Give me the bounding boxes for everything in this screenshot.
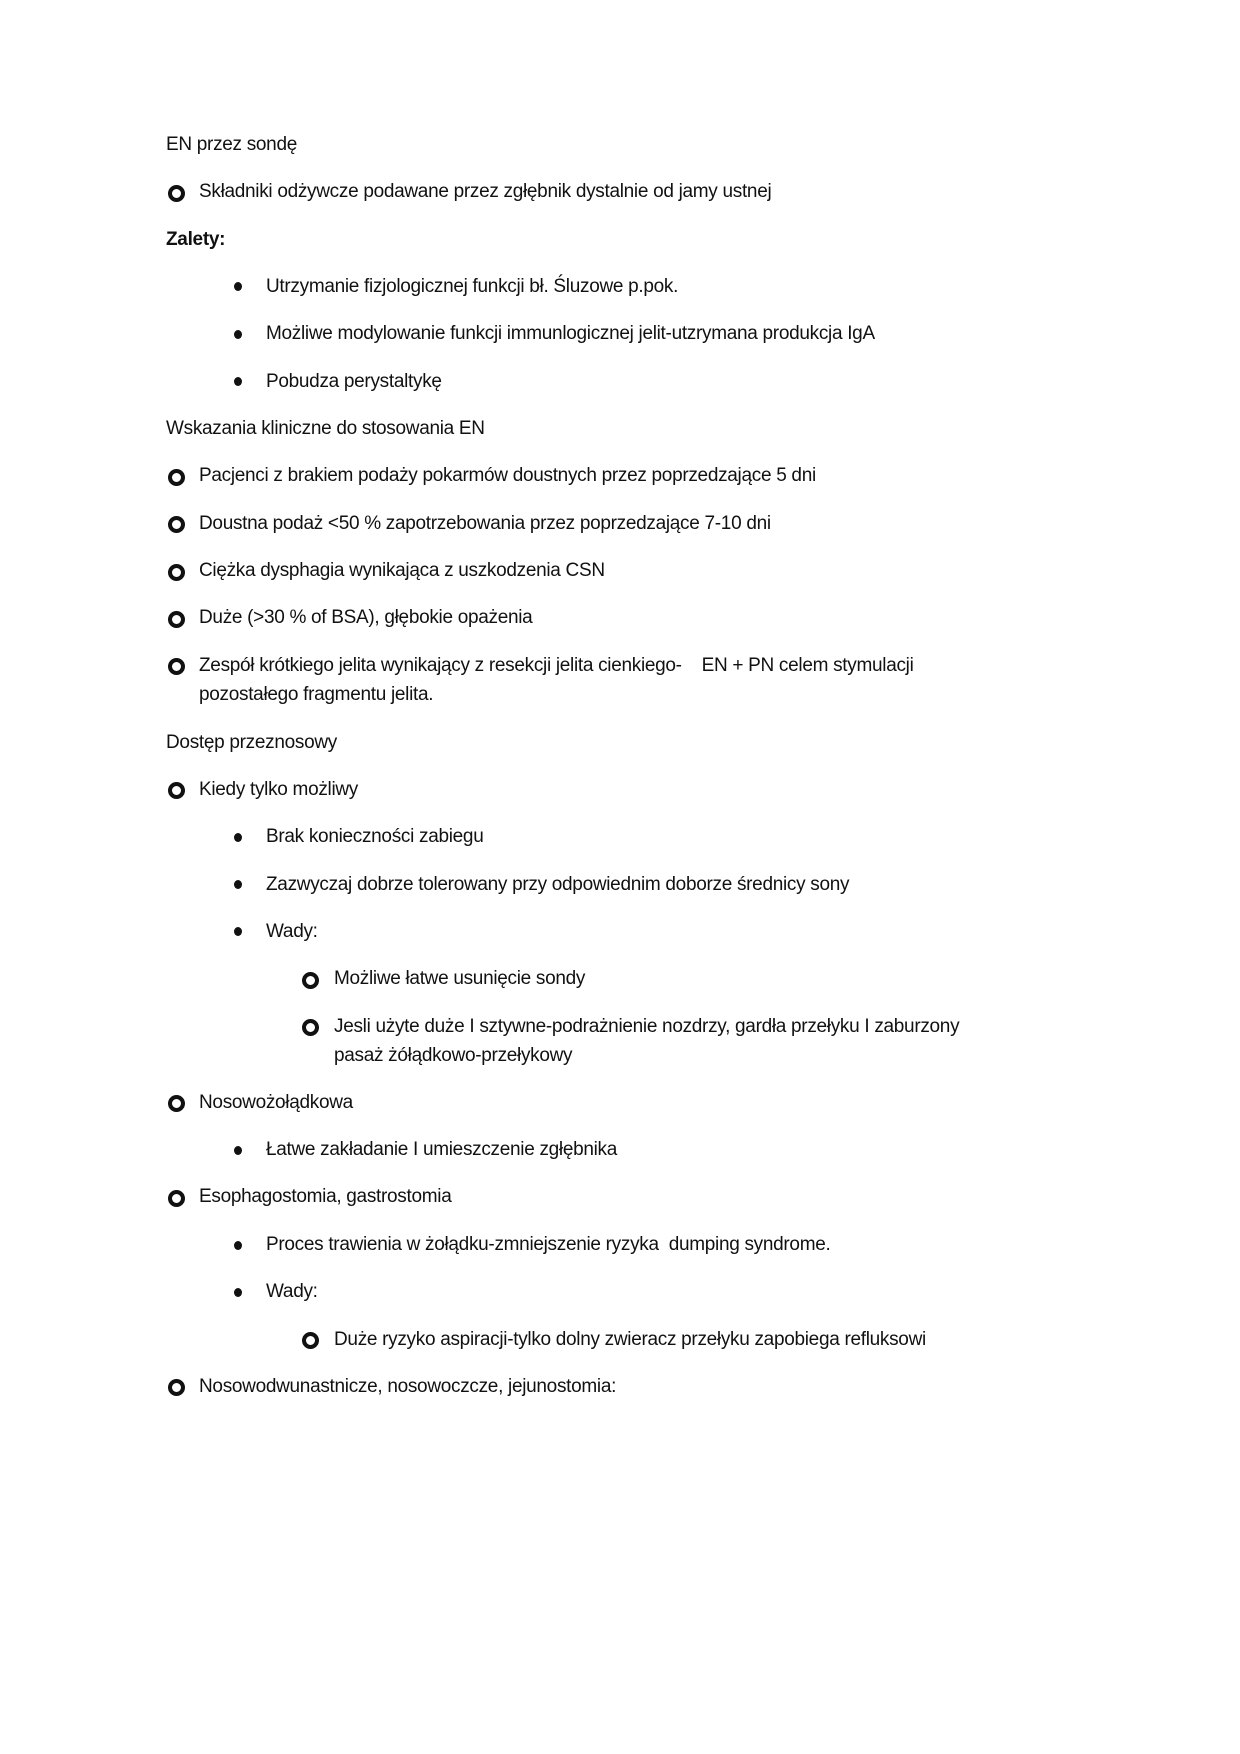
dot-bullet-icon	[234, 880, 242, 889]
list-item: Wady:	[266, 921, 318, 942]
list-item: Składniki odżywcze podawane przez zgłębnik dystalnie od jamy ustnej	[199, 181, 772, 202]
dot-bullet-icon	[234, 282, 242, 291]
dot-bullet-icon	[234, 377, 242, 386]
list-item-line-1: Jesli użyte duże I sztywne-podrażnienie nozdrzy, gardła przełyku I zaburzony	[334, 1016, 960, 1037]
list-item: Pacjenci z brakiem podaży pokarmów doustnych przez poprzedzające 5 dni	[199, 465, 816, 486]
ring-bullet-icon	[168, 516, 185, 533]
ring-bullet-icon	[302, 1332, 319, 1349]
list-item: Wady:	[266, 1281, 318, 1302]
list-item: Możliwe łatwe usunięcie sondy	[334, 968, 586, 989]
list-item: Esophagostomia, gastrostomia	[199, 1186, 452, 1207]
ring-bullet-icon	[168, 782, 185, 799]
section-heading-dostep: Dostęp przeznosowy	[166, 732, 337, 753]
list-item: Zazwyczaj dobrze tolerowany przy odpowiednim doborze średnicy sony	[266, 874, 850, 895]
ring-bullet-icon	[168, 1190, 185, 1207]
dot-bullet-icon	[234, 1146, 242, 1155]
ring-bullet-icon	[168, 1379, 185, 1396]
list-item: Duże ryzyko aspiracji-tylko dolny zwieracz przełyku zapobiega refluksowi	[334, 1329, 926, 1350]
dot-bullet-icon	[234, 833, 242, 842]
dot-bullet-icon	[234, 1288, 242, 1297]
section-heading-en-sonda: EN przez sondę	[166, 134, 297, 155]
section-heading-wskazania: Wskazania kliniczne do stosowania EN	[166, 418, 485, 439]
ring-bullet-icon	[168, 185, 185, 202]
list-item: Proces trawienia w żołądku-zmniejszenie ryzyka dumping syndrome.	[266, 1234, 831, 1255]
dot-bullet-icon	[234, 927, 242, 936]
section-heading-zalety: Zalety:	[166, 229, 226, 250]
ring-bullet-icon	[168, 1095, 185, 1112]
list-item-line-2: pasaż żółądkowo-przełykowy	[334, 1045, 573, 1066]
list-item: Nosowożołądkowa	[199, 1092, 353, 1113]
list-item: Doustna podaż <50 % zapotrzebowania przez poprzedzające 7-10 dni	[199, 513, 771, 534]
list-item: Możliwe modylowanie funkcji immunlogicznej jelit-utzrymana produkcja IgA	[266, 323, 875, 344]
ring-bullet-icon	[168, 611, 185, 628]
list-item-line-1: Zespół krótkiego jelita wynikający z resekcji jelita cienkiego- EN + PN celem stymulacji	[199, 655, 914, 676]
list-item: Kiedy tylko możliwy	[199, 779, 359, 800]
list-item-line-2: pozostałego fragmentu jelita.	[199, 684, 434, 705]
ring-bullet-icon	[168, 469, 185, 486]
ring-bullet-icon	[168, 564, 185, 581]
list-item: Ciężka dysphagia wynikająca z uszkodzenia CSN	[199, 560, 605, 581]
ring-bullet-icon	[168, 658, 185, 675]
list-item: Pobudza perystaltykę	[266, 371, 442, 392]
list-item: Nosowodwunastnicze, nosowoczcze, jejunostomia:	[199, 1376, 617, 1397]
dot-bullet-icon	[234, 1241, 242, 1250]
ring-bullet-icon	[302, 1019, 319, 1036]
list-item: Duże (>30 % of BSA), głębokie opażenia	[199, 607, 533, 628]
list-item: Utrzymanie fizjologicznej funkcji bł. Śluzowe p.pok.	[266, 276, 679, 297]
dot-bullet-icon	[234, 330, 242, 339]
list-item: Brak konieczności zabiegu	[266, 826, 484, 847]
ring-bullet-icon	[302, 972, 319, 989]
list-item: Łatwe zakładanie I umieszczenie zgłębnika	[266, 1139, 618, 1160]
